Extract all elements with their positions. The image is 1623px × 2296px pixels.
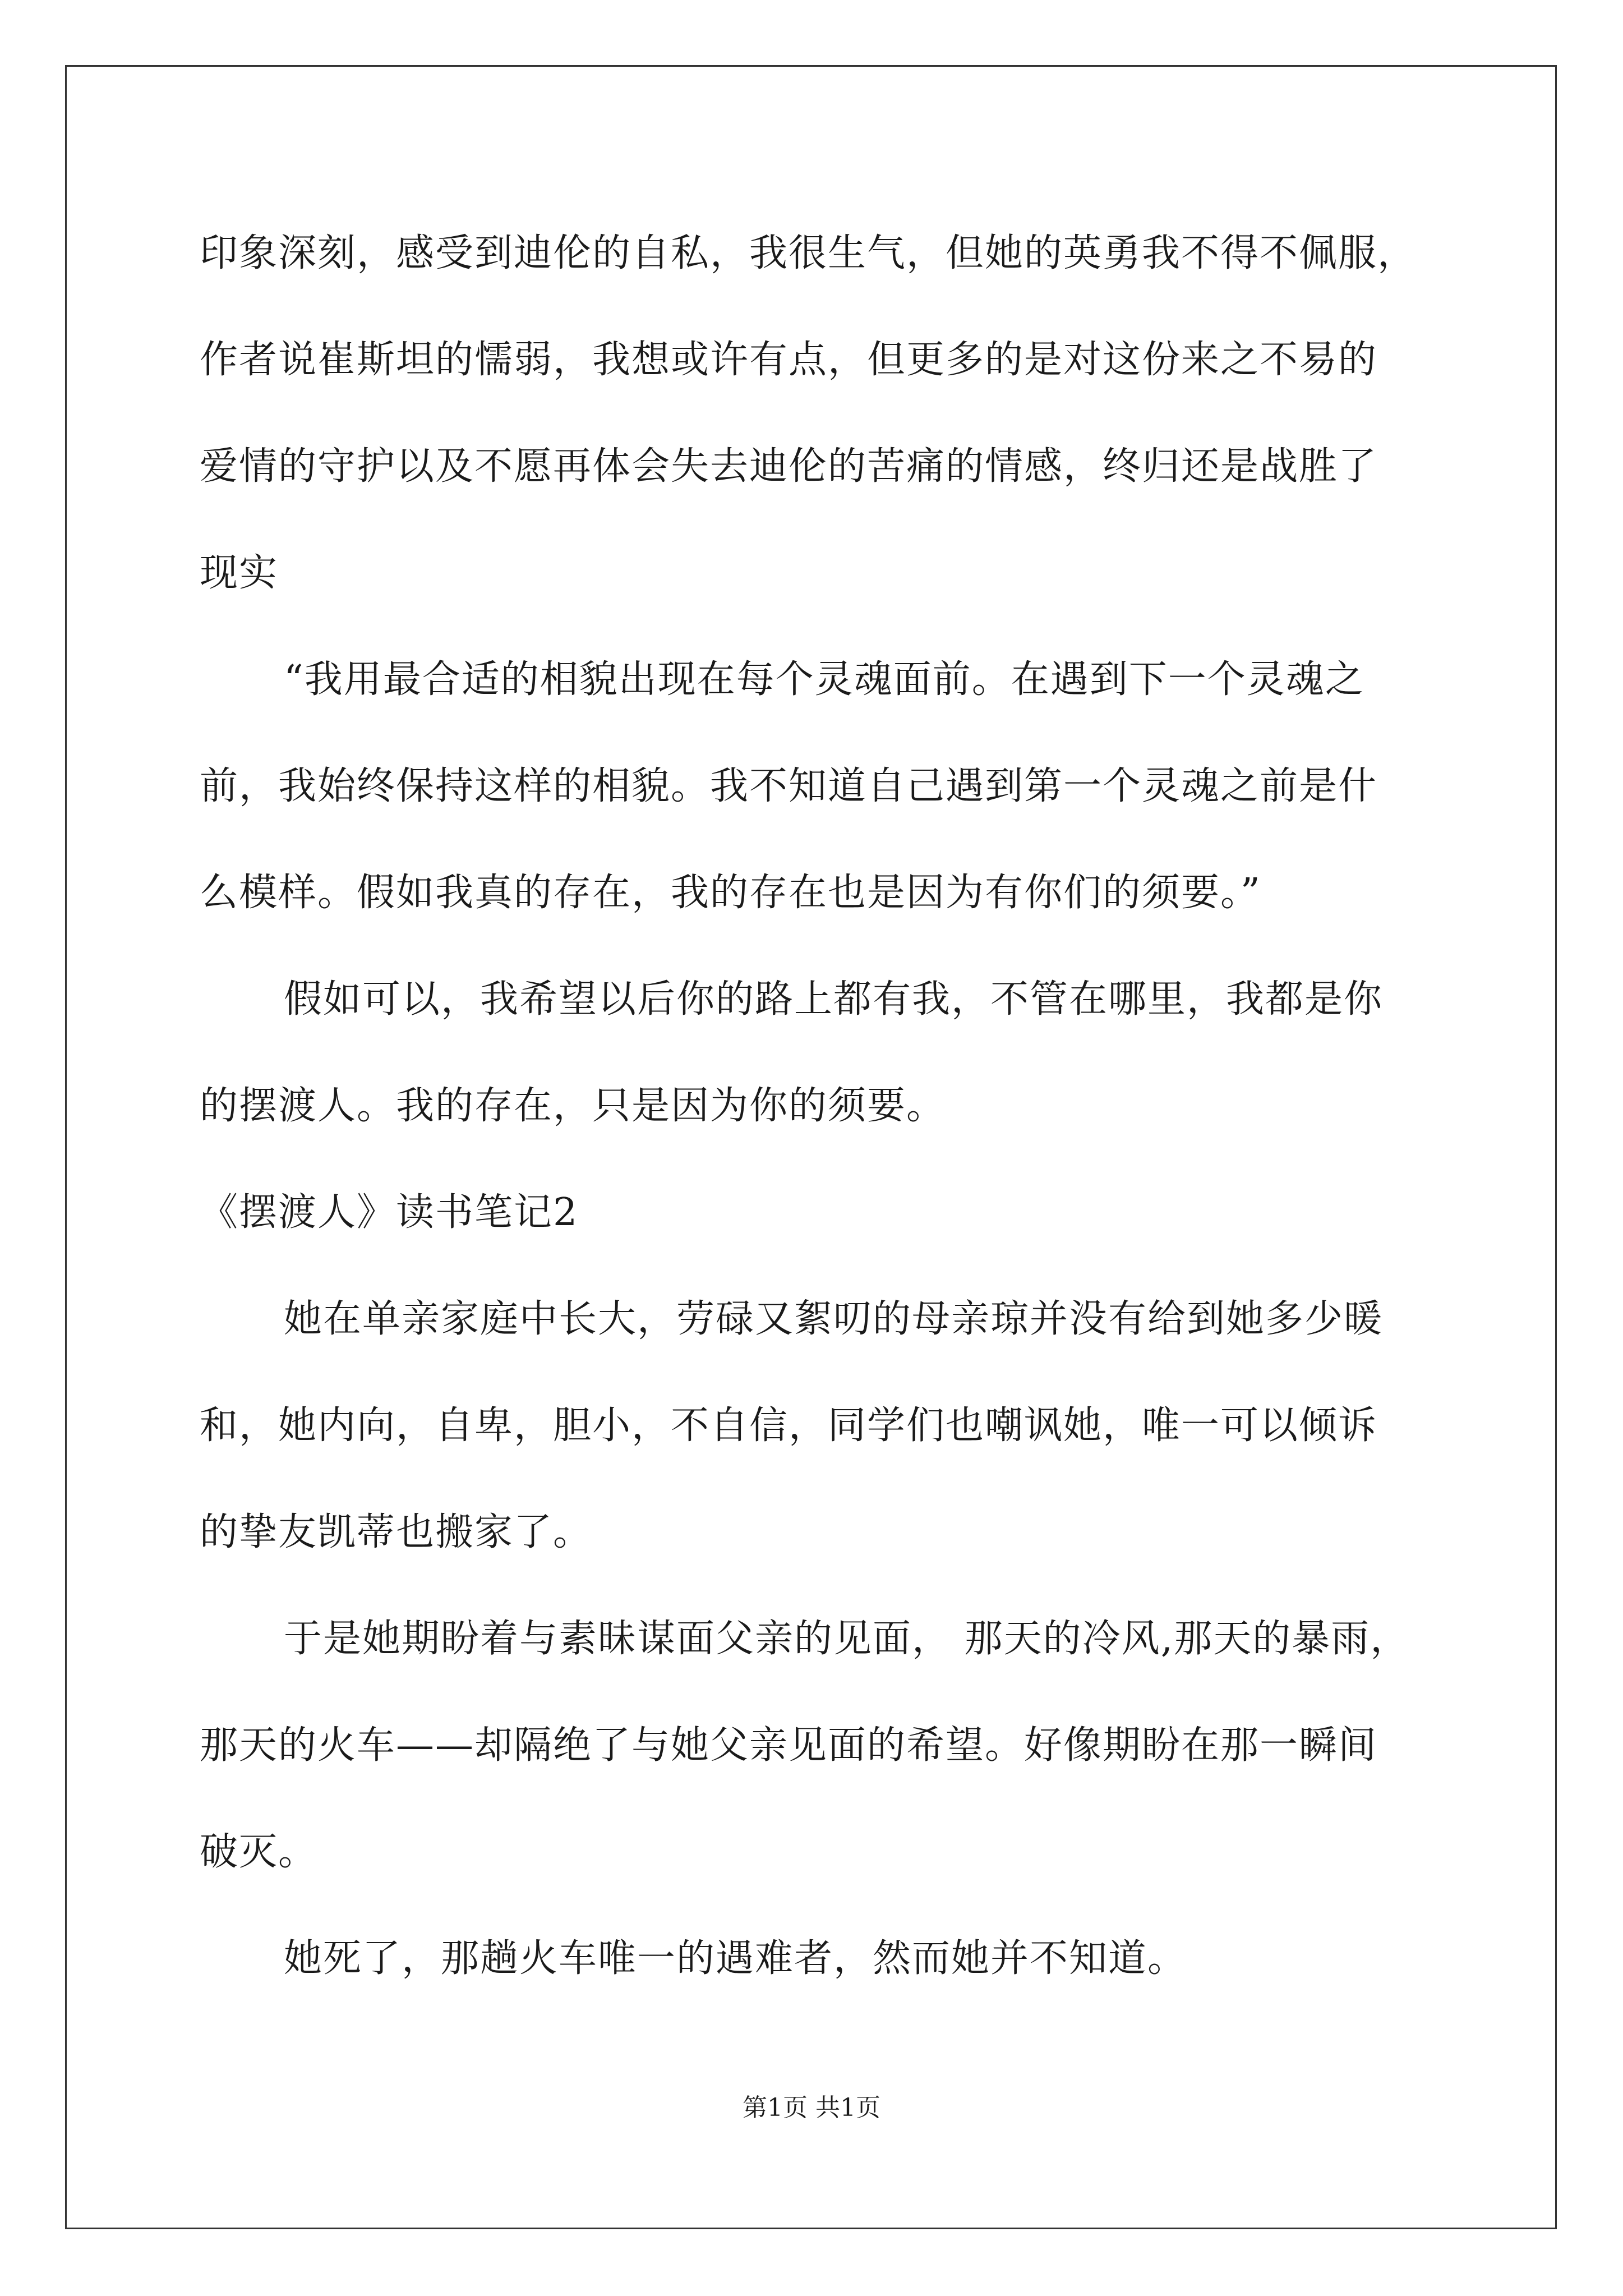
paragraph-line: 假如可以，我希望以后你的路上都有我，不管在哪里，我都是你 bbox=[284, 977, 1384, 1022]
paragraph-line: 印象深刻，感受到迪伦的自私，我很生气，但她的英勇我不得不佩服， bbox=[200, 231, 1417, 275]
section-heading: 《摆渡人》读书笔记2 bbox=[200, 1190, 579, 1235]
paragraph-line: 她在单亲家庭中长大，劳碌又絮叨的母亲琼并没有给到她多少暖 bbox=[284, 1297, 1384, 1341]
page-border bbox=[65, 65, 1557, 2229]
paragraph-line: 爱情的守护以及不愿再体会失去迪伦的苦痛的情感，终归还是战胜了 bbox=[200, 444, 1378, 489]
paragraph-line: 的摆渡人。我的存在，只是因为你的须要。 bbox=[200, 1084, 946, 1128]
paragraph-line: 和，她内向，自卑，胆小，不自信，同学们也嘲讽她，唯一可以倾诉 bbox=[200, 1404, 1378, 1448]
paragraph-line: 的挚友凯蒂也搬家了。 bbox=[200, 1510, 593, 1554]
paragraph-line: 于是她期盼着与素昧谋面父亲的见面， 那天的冷风,那天的暴雨， bbox=[284, 1617, 1410, 1661]
paragraph-line: 现实 bbox=[200, 551, 279, 595]
page-footer: 第1页 共1页 bbox=[743, 2093, 880, 2122]
paragraph-line: 作者说崔斯坦的懦弱，我想或许有点，但更多的是对这份来之不易的 bbox=[200, 338, 1378, 382]
paragraph-line: “我用最合适的相貌出现在每个灵魂面前。在遇到下一个灵魂之 bbox=[284, 657, 1364, 702]
paragraph-line: 破灭。 bbox=[200, 1830, 318, 1874]
paragraph-line: 她死了，那趟火车唯一的遇难者，然而她并不知道。 bbox=[284, 1936, 1187, 1981]
paragraph-line: 那天的火车——却隔绝了与她父亲见面的希望。好像期盼在那一瞬间 bbox=[200, 1723, 1378, 1768]
paragraph-line: 前，我始终保持这样的相貌。我不知道自己遇到第一个灵魂之前是什 bbox=[200, 764, 1378, 808]
paragraph-line: 么模样。假如我真的存在，我的存在也是因为有你们的须要。” bbox=[200, 871, 1261, 915]
